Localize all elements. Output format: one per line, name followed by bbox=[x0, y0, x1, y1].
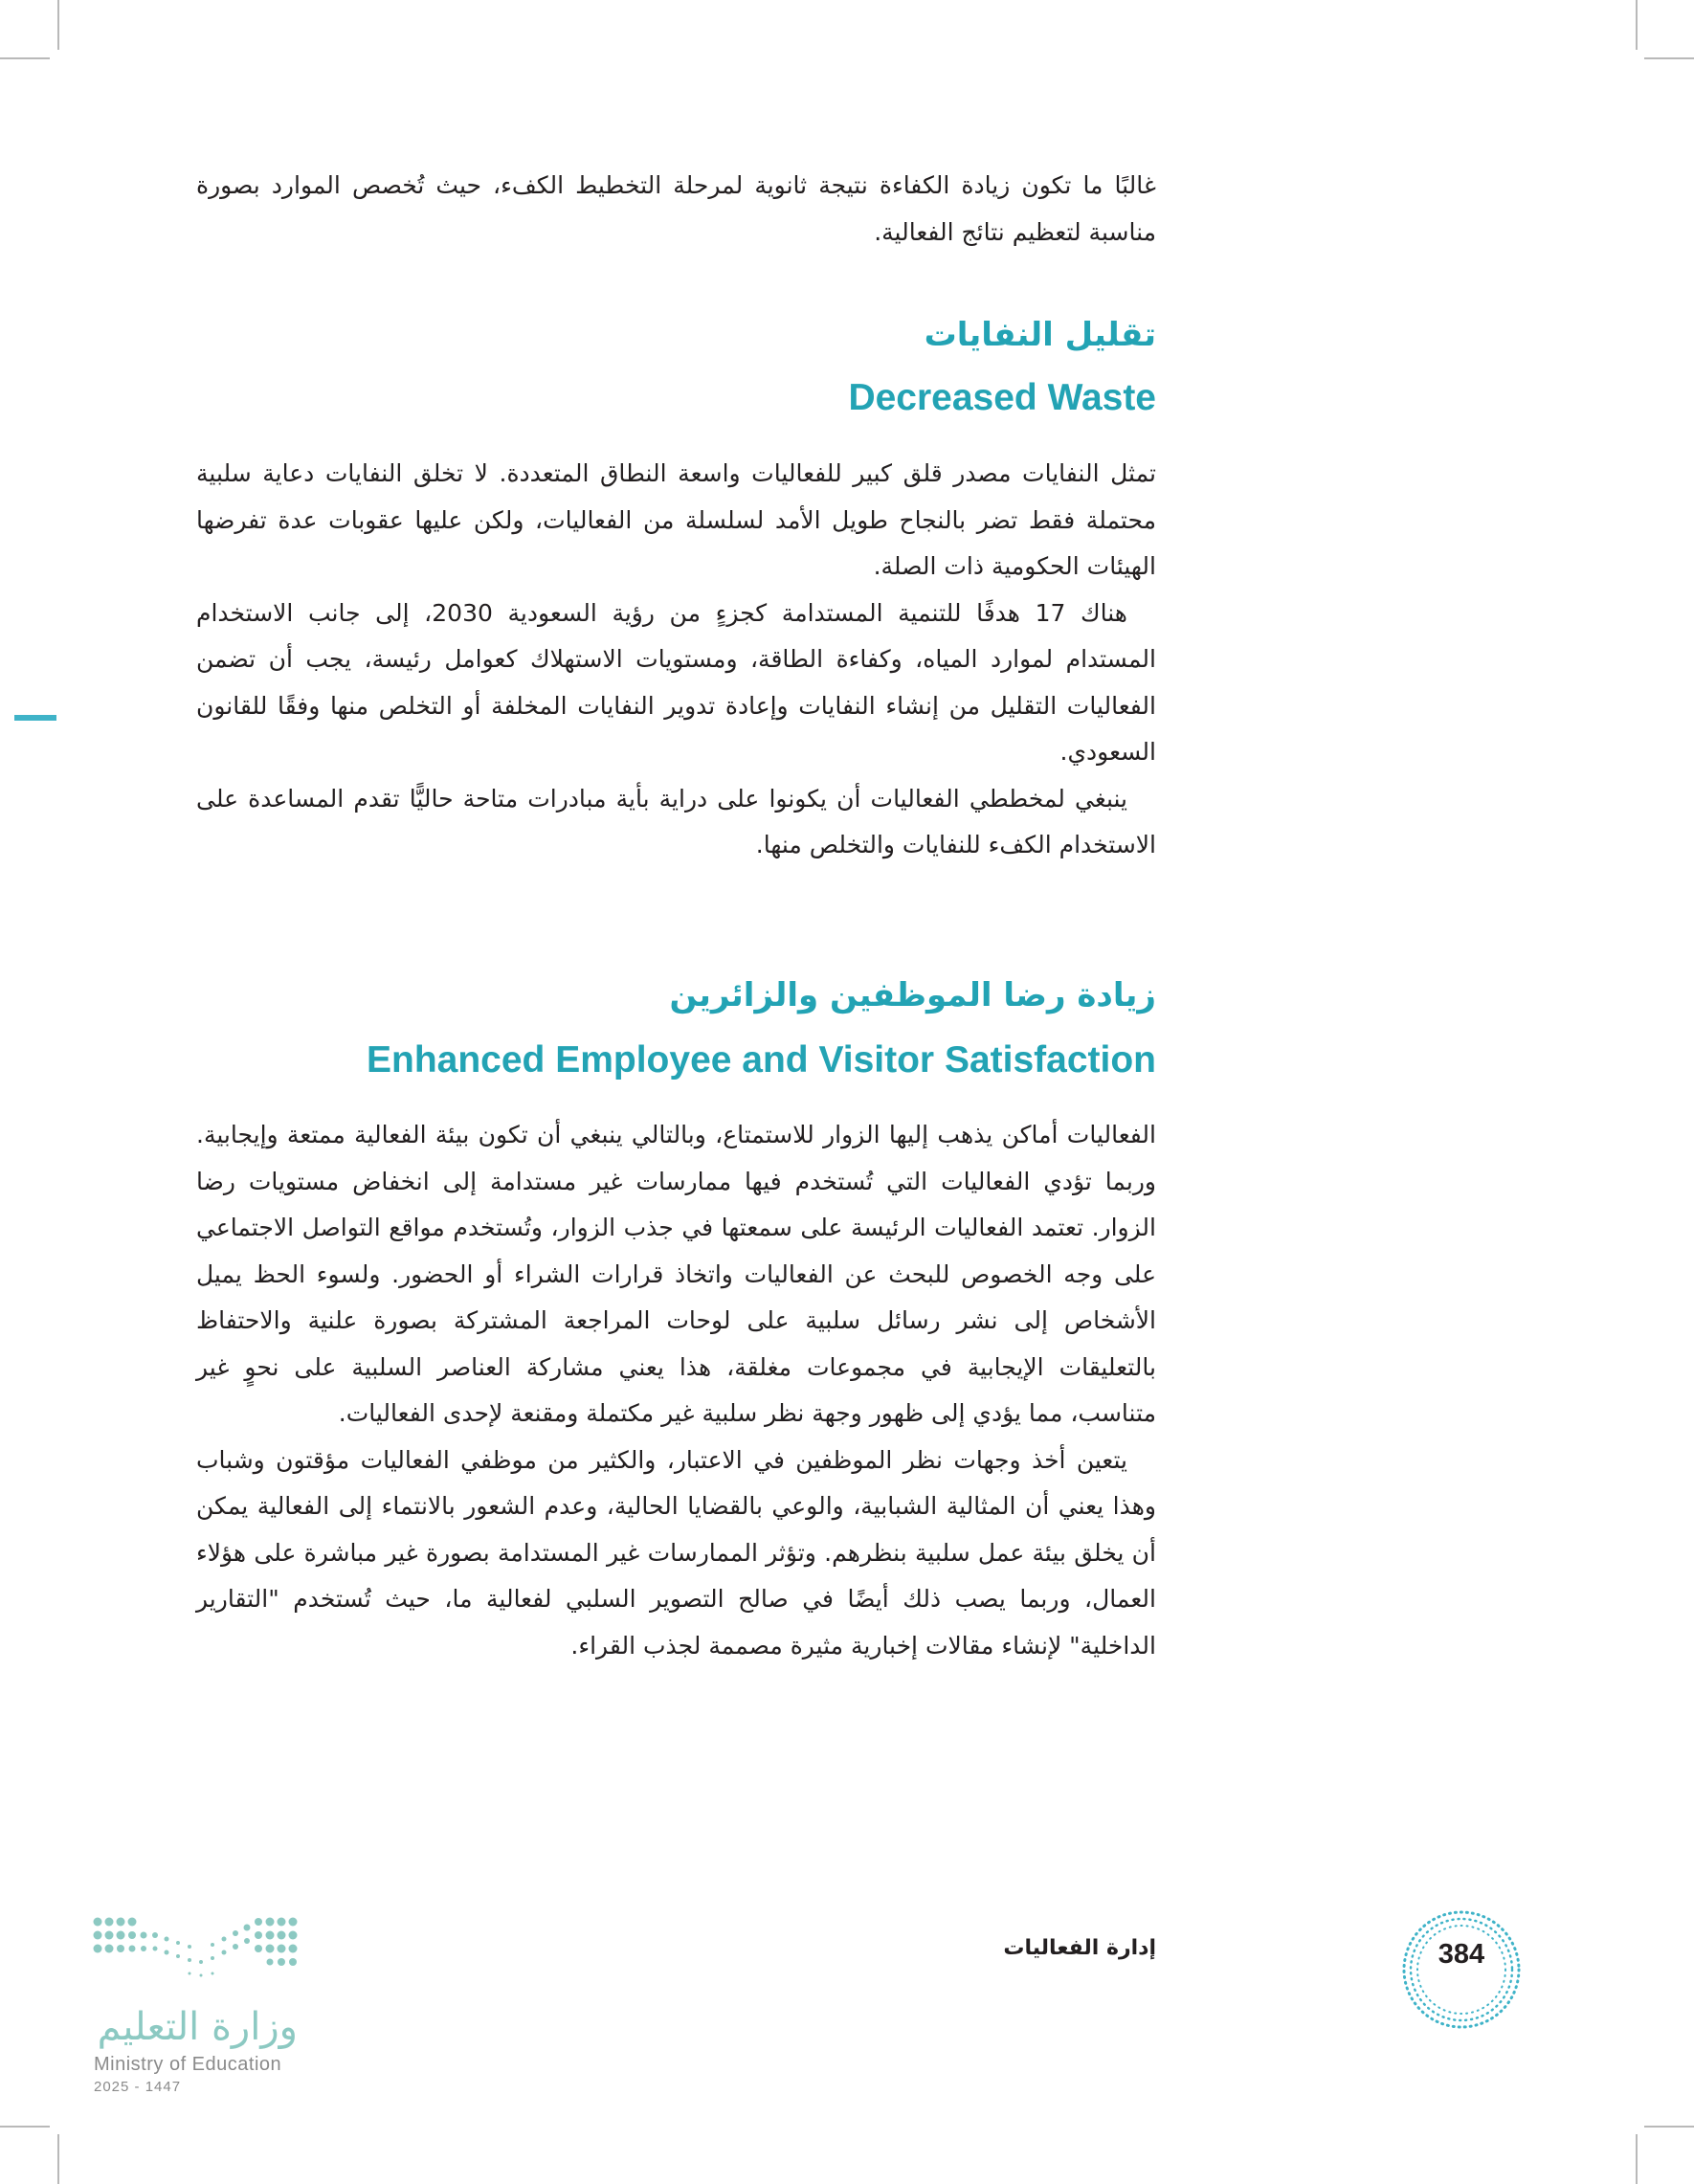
section2-heading-ar: زيادة رضا الموظفين والزائرين bbox=[669, 976, 1156, 1014]
section1-paragraph: هناك 17 هدفًا للتنمية المستدامة كجزءٍ من رؤية السعودية 2030، إلى جانب الاستخدام المستدام لموارد المياه، وكفاءة الطاقة، ومستويات الاستهلاك كعوامل رئيسة، يجب أن تضمن الفعاليات التقليل من إنشاء النفايات وإعادة تدوير النفايات المخلفة أو التخلص منها وفقًا للقانون السعودي. bbox=[196, 598, 1156, 766]
crop-mark bbox=[1636, 2134, 1638, 2184]
crop-mark bbox=[1636, 0, 1638, 50]
crop-mark bbox=[1644, 57, 1694, 59]
section1-paragraph: تمثل النفايات مصدر قلق كبير للفعاليات واسعة النطاق المتعددة. لا تخلق النفايات دعاية سلبية محتملة فقط تضر بالنجاح طويل الأمد لسلسلة من الفعاليات، ولكن عليها عقوبات عدة تفرضها الهيئات الحكومية ذات الصلة. bbox=[196, 459, 1156, 580]
book-title: إدارة الفعاليات bbox=[1003, 1936, 1156, 1960]
section2-body bbox=[196, 1112, 1156, 1669]
crop-mark bbox=[57, 0, 59, 50]
section2-heading-en: Enhanced Employee and Visitor Satisfaction bbox=[367, 1039, 1156, 1081]
crop-mark bbox=[0, 57, 50, 59]
section1-heading-en: Decreased Waste bbox=[848, 377, 1156, 418]
side-tab-marker bbox=[14, 715, 56, 721]
page-number: 384 bbox=[1438, 1939, 1485, 1970]
crop-mark bbox=[57, 2134, 59, 2184]
intro-block bbox=[196, 163, 1156, 256]
crop-mark bbox=[1644, 2126, 1694, 2128]
section1-body bbox=[196, 451, 1156, 869]
crop-mark bbox=[0, 2126, 50, 2128]
intro-paragraph: غالبًا ما تكون زيادة الكفاءة نتيجة ثانوية لمرحلة التخطيط الكفء، حيث تُخصص الموارد بصورة مناسبة لتعظيم نتائج الفعالية. bbox=[196, 171, 1156, 246]
section2-paragraph: يتعين أخذ وجهات نظر الموظفين في الاعتبار، والكثير من موظفي الفعاليات مؤقتون وشباب وهذا يعني أن المثالية الشبابية، والوعي بالقضايا الحالية، وعدم الشعور بالانتماء إلى الفعالية يمكن أن يخلق بيئة عمل سلبية بنظرهم. وتؤثر الممارسات غير المستدامة بصورة غير مباشرة على هؤلاء العمال، وربما يصب ذلك أيضًا في صالح التصوير السلبي لفعالية ما، حيث تُستخدم "التقارير الداخلية" لإنشاء مقالات إخبارية مثيرة مصممة لجذب القراء. bbox=[196, 1445, 1156, 1660]
edition-year: 2025 - 1447 bbox=[94, 2079, 182, 2095]
ministry-logo-dots-icon bbox=[92, 1914, 307, 2006]
section2-paragraph: الفعاليات أماكن يذهب إليها الزوار للاستمتاع، وبالتالي ينبغي أن تكون بيئة الفعالية ممتعة وإيجابية. وربما تؤدي الفعاليات التي تُستخدم فيها ممارسات غير مستدامة إلى انخفاض مستويات رضا الزوار. تعتمد الفعاليات الرئيسة على سمعتها في جذب الزوار، وتُستخدم مواقع التواصل الاجتماعي على وجه الخصوص للبحث عن الفعاليات واتخاذ قرارات الشراء أو الحضور. ولسوء الحظ يميل الأشخاص إلى نشر رسائل سلبية على لوحات المراجعة المشتركة بصورة علنية والاحتفاظ بالتعليقات الإيجابية في مجموعات مغلقة، هذا يعني مشاركة العناصر السلبية على نحوٍ غير متناسب، مما يؤدي إلى ظهور وجهة نظر سلبية غير مكتملة ومقنعة لإحدى الفعاليات. bbox=[196, 1121, 1156, 1427]
ministry-name-ar: وزارة التعليم bbox=[97, 2005, 298, 2049]
section1-paragraph: ينبغي لمخططي الفعاليات أن يكونوا على دراية بأية مبادرات متاحة حاليًّا تقدم المساعدة على الاستخدام الكفء للنفايات والتخلص منها. bbox=[196, 784, 1156, 858]
ministry-name-en: Ministry of Education bbox=[94, 2054, 282, 2075]
section1-heading-ar: تقليل النفايات bbox=[924, 316, 1156, 354]
